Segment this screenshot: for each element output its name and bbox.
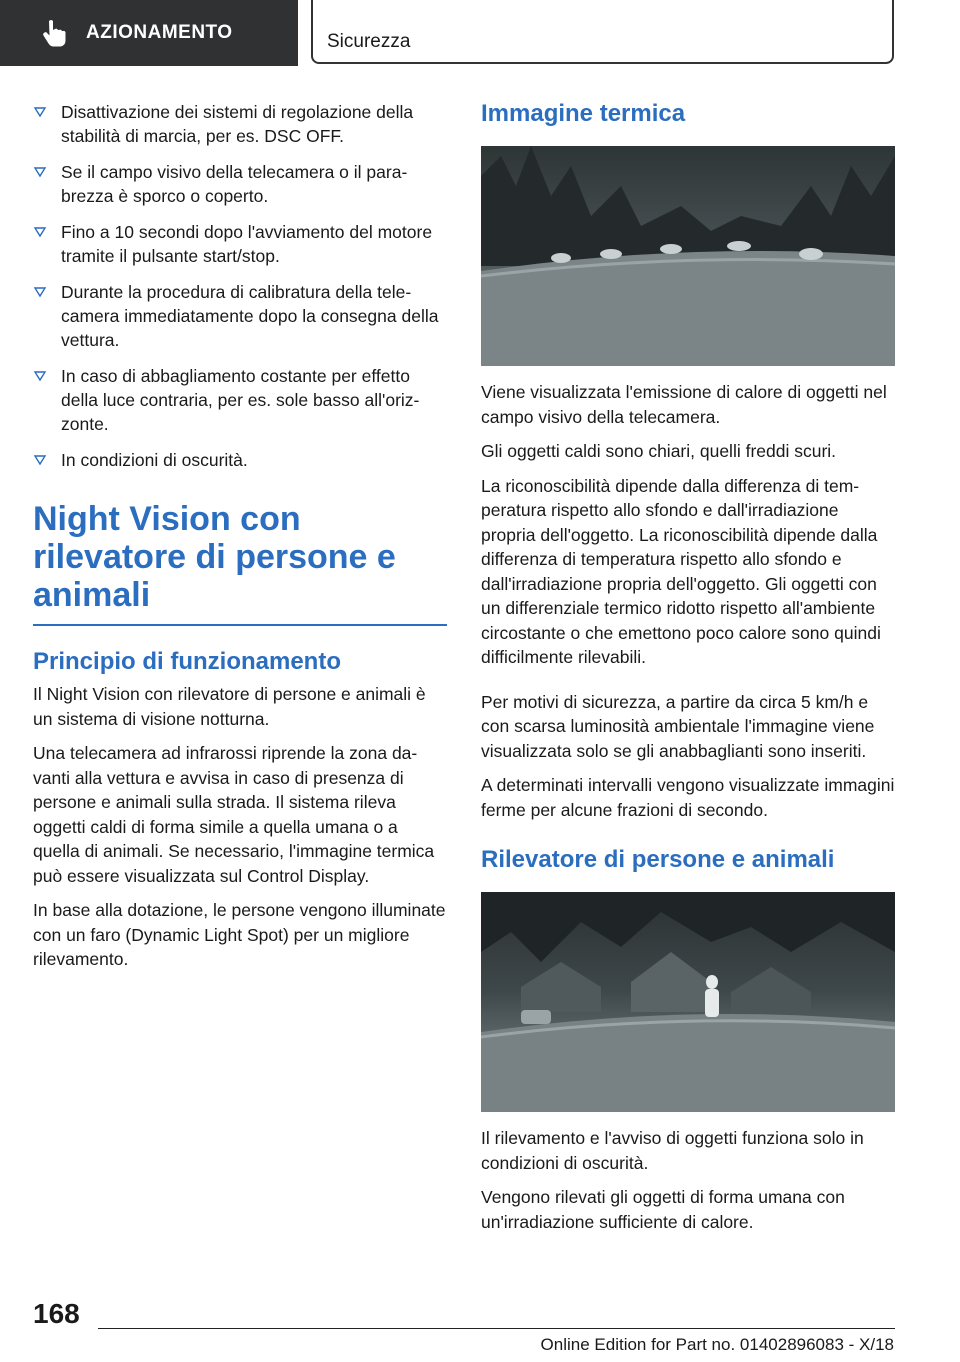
page-number: 168 xyxy=(33,1298,80,1329)
heading-rule xyxy=(33,624,447,626)
bullet-text: In condizioni di oscurità. xyxy=(61,450,248,470)
chapter-title: Sicurezza xyxy=(327,31,411,52)
section-title: AZIONAMENTO xyxy=(86,22,233,43)
list-item xyxy=(33,220,447,268)
paragraph: Viene visualizzata l'emissione di calore di oggetti nel campo visivo della telecamera. xyxy=(481,382,887,427)
left-column xyxy=(33,100,447,982)
bullet-text: Se il campo visivo della telecamera o il parabrezza è sporco o coperto. xyxy=(61,162,408,206)
footer-rule xyxy=(98,1328,895,1329)
paragraph: In base alla dotazione, le persone vengono illuminate con un faro (Dynamic Light Spot) per un migliore rilevamento. xyxy=(33,900,446,969)
list-item xyxy=(33,100,447,148)
chapter-heading: Night Vision con rilevatore di persone e animali xyxy=(33,500,396,614)
chapter-box xyxy=(311,0,894,64)
footer-edition: Online Edition for Part no. 01402896083 - X/18 xyxy=(540,1335,894,1354)
list-item xyxy=(33,160,447,208)
paragraph: Vengono rilevati gli oggetti di forma umana con un'irradiazione sufficiente di calore. xyxy=(481,1187,845,1232)
paragraph: Per motivi di sicurezza, a partire da circa 5 km/h e con scarsa luminosità ambientale l'immagine viene visualizzata solo se gli anabbaglianti sono inseriti. xyxy=(481,691,875,761)
bullet-text: In caso di abbagliamento costante per effetto della luce contraria, per es. sole basso all'orizzonte. xyxy=(61,366,420,434)
paragraph: Il Night Vision con rilevatore di persone e animali è un sistema di visione notturna. xyxy=(33,684,426,729)
right-column xyxy=(481,100,895,1244)
section-tab[interactable] xyxy=(0,0,298,66)
paragraph: La riconoscibilità dipende dalla differenza di temperatura rispetto allo sfondo e dall'irradiazione propria dell'oggetto. La riconoscibilità dipende dalla differenza di temperatura rispetto allo sfondo e dall'irradiazione propria dell'oggetto. Gli oggetti con un differenziale termico ridotto rispetto all'ambiente circostante o che emettono poco calore sono quindi difficilmente rilevabili. xyxy=(481,475,881,667)
list-item xyxy=(33,280,447,352)
list-item xyxy=(33,448,447,472)
bullet-text: Durante la procedura di calibratura della telecamera immediatamente dopo la consegna della vettura. xyxy=(61,282,439,350)
thermal-image-animals xyxy=(481,146,895,366)
paragraph: Il rilevamento e l'avviso di oggetti funziona solo in condizioni di oscurità. xyxy=(481,1128,864,1173)
triangle-bullet-icon xyxy=(33,453,47,467)
bullet-list xyxy=(33,100,447,472)
list-item xyxy=(33,364,447,436)
section-heading: Rilevatore di persone e animali xyxy=(481,846,835,873)
triangle-bullet-icon xyxy=(33,225,47,239)
hand-pointer-icon xyxy=(40,18,68,48)
triangle-bullet-icon xyxy=(33,369,47,383)
section-heading: Principio di funzionamento xyxy=(33,648,341,675)
triangle-bullet-icon xyxy=(33,285,47,299)
thermal-image-pedestrian xyxy=(481,892,895,1112)
bullet-text: Fino a 10 secondi dopo l'avviamento del motore tramite il pulsante start/stop. xyxy=(61,222,433,266)
triangle-bullet-icon xyxy=(33,105,47,119)
section-heading: Immagine termica xyxy=(481,100,686,127)
bullet-text: Disattivazione dei sistemi di regolazione della stabilità di marcia, per es. DSC OFF. xyxy=(61,102,414,146)
paragraph: Una telecamera ad infrarossi riprende la zona davanti alla vettura e avvisa in caso di presenza di persone e animali sulla strada. Il sistema rileva oggetti caldi di forma simile a quella umana o a quella di animali. Se necessario, l'immagine termica può essere visualizzata sul Control Display. xyxy=(33,743,435,886)
paragraph: Gli oggetti caldi sono chiari, quelli freddi scuri. xyxy=(481,441,837,461)
triangle-bullet-icon xyxy=(33,165,47,179)
paragraph: A determinati intervalli vengono visualizzate immagini ferme per alcune frazioni di secondo. xyxy=(481,775,895,820)
